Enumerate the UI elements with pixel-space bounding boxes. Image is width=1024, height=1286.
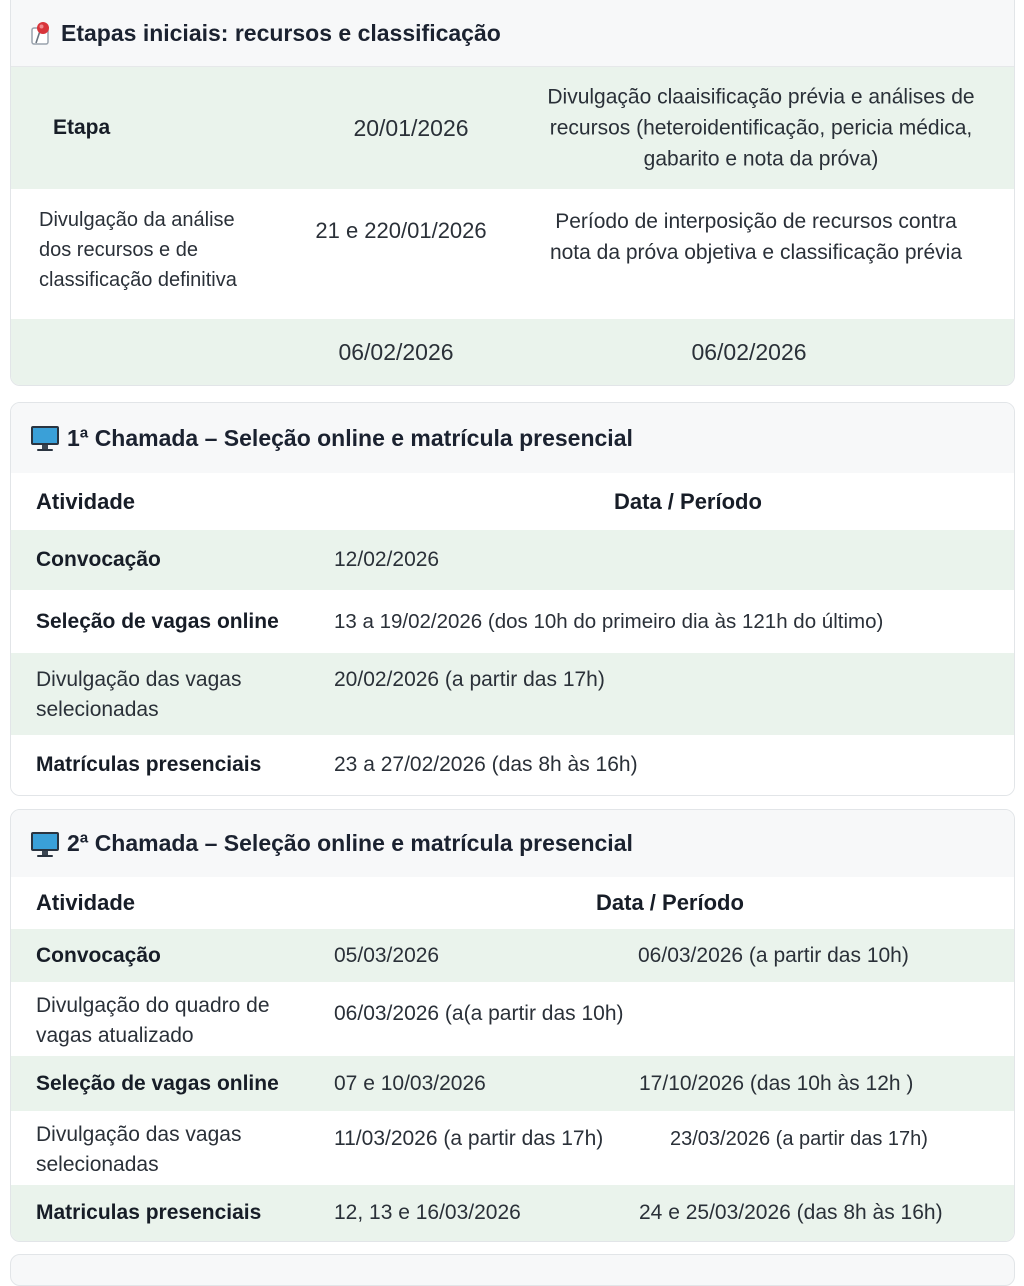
row-date-2: 17/10/2026 (das 10h às 12h ) [639, 1071, 914, 1095]
row-date-1: 12, 13 e 16/03/2026 [334, 1201, 521, 1224]
pushpin-icon [29, 19, 55, 47]
row-date-1: 05/03/2026 [334, 943, 440, 967]
table-header-row [11, 473, 1014, 530]
table-row [11, 189, 1014, 319]
table-row [11, 530, 1014, 590]
row-activity: Matriculas presenciais [36, 1201, 262, 1224]
row-activity: Convocação [36, 548, 161, 571]
section-title-wrap [29, 424, 633, 452]
column-header-activity: Atividade [36, 488, 136, 514]
section-title: 2ª Chamada – Seleção online e matrícula presencial [67, 830, 633, 856]
row-activity: Convocação [36, 943, 161, 967]
section-header [11, 403, 1014, 474]
row-date: 20/01/2026 [353, 115, 469, 141]
section-initial-steps [10, 0, 1015, 386]
row-activity: Seleção de vagas online [36, 609, 279, 633]
section-header [11, 0, 1014, 67]
table-row [11, 735, 1014, 795]
table-row [11, 982, 1014, 1056]
row-activity: Divulgação do quadro de vagas atualizado [36, 994, 270, 1047]
table-row [11, 67, 1014, 189]
row-date-1: 11/03/2026 (a partir das 17h) [334, 1127, 604, 1150]
row-activity: Divulgação das vagas selecionadas [36, 1123, 242, 1176]
section-title: 1ª Chamada – Seleção online e matrícula presencial [67, 424, 633, 451]
section-title-wrap [29, 19, 501, 47]
column-header-activity: Atividade [36, 890, 136, 915]
table-row [11, 929, 1014, 982]
monitor-icon [29, 830, 61, 858]
section-second-call [10, 809, 1015, 1242]
row-date: 23 a 27/02/2026 (das 8h às 16h) [334, 753, 638, 776]
row-date: 06/02/2026 [338, 339, 454, 365]
row-description: Divulgação claaisificação prévia e análises de recursos (heteroidentificação, pericia médica, gabarito e nota da próva) [547, 85, 975, 171]
column-header-date: Data / Período [596, 890, 744, 915]
row-date: 13 a 19/02/2026 (dos 10h do primeiro dia às 121h do último) [334, 609, 884, 633]
row-date: 21 e 220/01/2026 [315, 218, 487, 243]
row-stage: Divulgação da análise dos recursos e de classificação definitiva [39, 209, 237, 291]
row-date-1: 07 e 10/03/2026 [334, 1071, 486, 1095]
next-section-edge [10, 1254, 1015, 1286]
section-header [11, 810, 1014, 878]
row-date-2: 23/03/2026 (a partir das 17h) [670, 1128, 928, 1150]
row-description: Período de interposição de recursos contra nota da próva objetiva e classificação prévia [549, 210, 963, 264]
table-row [11, 590, 1014, 653]
row-date-2: 24 e 25/03/2026 (das 8h às 16h) [639, 1201, 943, 1224]
row-description: 06/02/2026 [691, 339, 807, 365]
row-stage: Etapa [53, 116, 111, 139]
table-row [11, 1056, 1014, 1111]
table-row [11, 653, 1014, 735]
table-row [11, 1111, 1014, 1185]
row-activity: Divulgação das vagas selecionadas [36, 668, 242, 721]
section-title: Etapas iniciais: recursos e classificação [61, 19, 501, 46]
table-row [11, 319, 1014, 385]
row-date-1: 06/03/2026 (a(a partir das 10h) [334, 1002, 624, 1025]
row-activity: Matrículas presenciais [36, 753, 262, 776]
row-date-2: 06/03/2026 (a partir das 10h) [638, 943, 909, 967]
row-date: 20/02/2026 (a partir das 17h) [334, 668, 605, 691]
section-title-wrap [29, 830, 633, 858]
table-row [11, 1185, 1014, 1241]
monitor-icon [29, 424, 61, 452]
section-first-call [10, 402, 1015, 796]
table-header-row [11, 877, 1014, 929]
row-date: 12/02/2026 [334, 548, 440, 571]
row-activity: Seleção de vagas online [36, 1071, 279, 1095]
column-header-date: Data / Período [614, 488, 762, 514]
